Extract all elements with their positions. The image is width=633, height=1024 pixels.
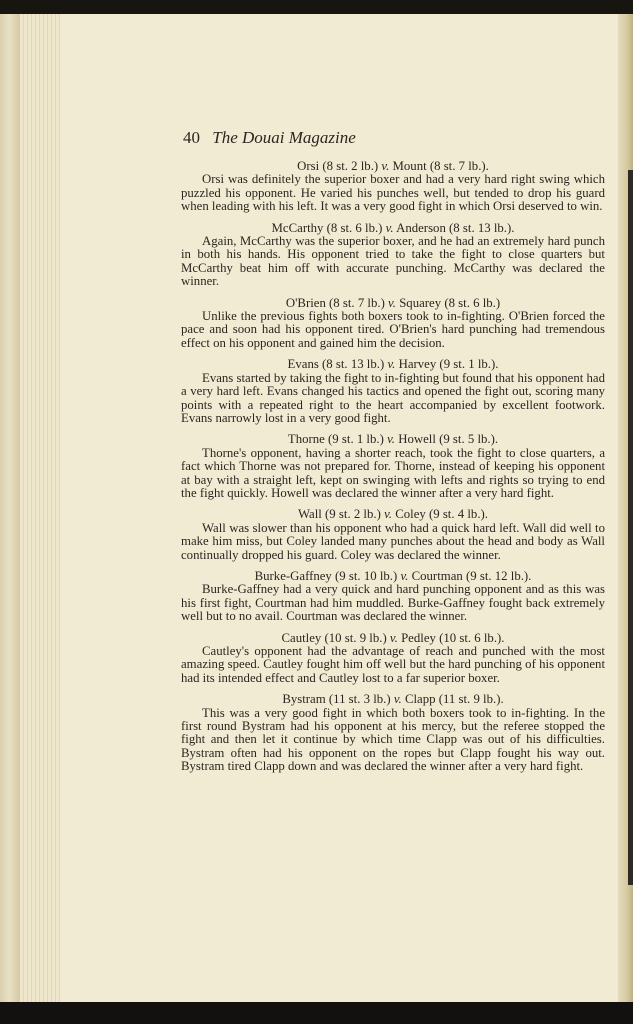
boxer-a: Bystram (11 st. 3 lb.) <box>282 692 391 707</box>
bout-section <box>181 160 605 214</box>
versus-label: v. <box>381 159 390 173</box>
versus-label: v. <box>388 295 396 310</box>
bout-section <box>181 433 605 500</box>
versus-label: v. <box>387 432 395 447</box>
bout-heading <box>181 632 605 645</box>
bout-section <box>181 358 605 425</box>
bout-section <box>181 570 605 624</box>
bout-report: Thorne's opponent, having a shorter reach, took the fight to close quarters, a fact which Thorne was not prepared for. Thorne, instead of keeping his opponent at bay with a straight left, kept on swinging with lefts and rights so trying to end the fight quickly. Howell was declared the winner after a very hard fight. <box>181 445 605 500</box>
boxer-b: Pedley (10 st. 6 lb.). <box>401 630 505 645</box>
versus-label: v. <box>387 357 396 372</box>
bout-heading <box>181 433 605 446</box>
boxer-a: Evans (8 st. 13 lb.) <box>287 357 385 372</box>
bout-section <box>181 693 605 773</box>
bout-report: Orsi was definitely the superior boxer and had a very hard right swing which puzzled his opponent. He varied his punches well, but tended to drop his guard when leading with his left. It was a very good fight in which Orsi deserved to win. <box>181 172 605 214</box>
bout-section <box>181 222 605 289</box>
boxer-a: Thorne (9 st. 1 lb.) <box>287 432 384 447</box>
boxer-a: O'Brien (8 st. 7 lb.) <box>285 295 385 310</box>
boxer-b: Courtman (9 st. 12 lb.). <box>411 568 532 583</box>
versus-label: v. <box>385 220 394 235</box>
versus-label: v. <box>384 507 392 522</box>
boxer-a: Burke-Gaffney (9 st. 10 lb.) <box>254 568 398 583</box>
bout-report: Again, McCarthy was the superior boxer, and he had an extremely hard punch in both his hands. His opponent tried to take the fight to close quarters but McCarthy beat him off with accurate punching. McCarthy was declared the winner. <box>181 234 605 289</box>
bout-heading <box>181 297 605 310</box>
bout-section <box>181 632 605 686</box>
boxer-a: Orsi (8 st. 2 lb.) <box>297 159 379 173</box>
book-page-stack <box>20 14 64 1004</box>
bout-report: Burke-Gaffney had a very quick and hard punching opponent and as this was his first fight, Courtman had him muddled. Burke-Gaffney fought back extremely well but to no avail. Courtman was declared the winner. <box>181 582 605 624</box>
versus-label: v. <box>400 568 409 583</box>
bout-section <box>181 508 605 562</box>
bout-report: This was a very good fight in which both boxers took to in-fighting. In the first round Bystram had his opponent at his mercy, but the referee stopped the fight and then let it continue by which time Clapp was out of his difficulties. Bystram often had his opponent on the ropes but Clapp fought his way out. Bystram tired Clapp down and was declared the winner after a very hard fight. <box>181 705 605 774</box>
bout-heading <box>181 358 605 371</box>
page-header <box>183 128 356 148</box>
magazine-title: The Douai Magazine <box>212 128 356 147</box>
bout-heading <box>181 508 605 521</box>
boxer-a: Wall (9 st. 2 lb.) <box>298 507 381 522</box>
boxer-b: Coley (9 st. 4 lb.). <box>395 507 488 522</box>
versus-label: v. <box>389 630 398 645</box>
boxer-b: Mount (8 st. 7 lb.). <box>392 159 489 173</box>
boxer-b: Anderson (8 st. 13 lb.). <box>396 220 515 235</box>
bout-heading <box>181 693 605 706</box>
boxer-a: McCarthy (8 st. 6 lb.) <box>271 220 383 235</box>
boxer-b: Squarey (8 st. 6 lb.) <box>399 295 501 310</box>
page-number: 40 <box>183 128 200 147</box>
bout-report: Evans started by taking the fight to in-fighting but found that his opponent had a very hard left. Evans changed his tactics and opened the fight out, scoring many points with a repeated right to the heart accompanied by excellent footwork. Evans narrowly lost in a very good fight. <box>181 370 605 425</box>
boxer-b: Clapp (11 st. 9 lb.). <box>404 692 504 707</box>
article-body <box>181 160 605 782</box>
boxer-b: Harvey (9 st. 1 lb.). <box>398 357 499 372</box>
boxer-a: Cautley (10 st. 9 lb.) <box>281 630 387 645</box>
scan-right-strip <box>628 170 633 885</box>
boxer-b: Howell (9 st. 5 lb.). <box>398 432 499 447</box>
bout-report: Unlike the previous fights both boxers took to in-fighting. O'Brien forced the pace and soon had his opponent tired. O'Brien's hard punching had tremendous effect on his opponent and gained him the decision. <box>181 309 605 350</box>
bout-report: Wall was slower than his opponent who had a quick hard left. Wall did well to make him miss, but Coley landed many punches about the head and body as Wall continually dropped his guard. Coley was declared the winner. <box>181 520 605 562</box>
versus-label: v. <box>393 692 402 707</box>
bout-report: Cautley's opponent had the advantage of reach and punched with the most amazing speed. Cautley fought him off well but the hard punching of his opponent had its intended effect and Cautley lost to a far superior boxer. <box>181 644 605 685</box>
scan-bottom-border <box>0 1002 633 1024</box>
bout-heading <box>181 160 605 173</box>
bout-section <box>181 297 605 351</box>
bout-heading <box>181 570 605 583</box>
bout-heading <box>181 222 605 235</box>
